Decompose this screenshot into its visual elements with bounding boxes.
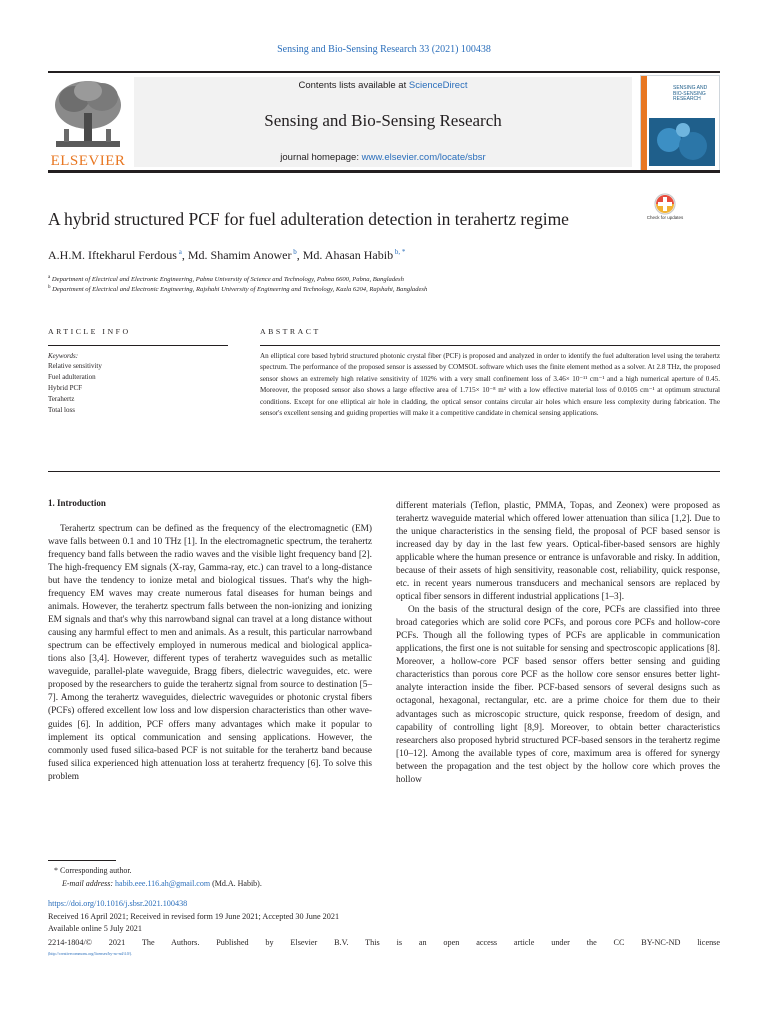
license-link[interactable]: (http://creativecommons.org/licenses/by-nc-nd/4.0/). [48,951,133,956]
license-text: 2214-1804/© 2021 The Authors. Published by Elsevier B.V. This is an open access article under the CC BY-NC-ND license [48,938,720,947]
body-paragraph: On the basis of the structural design of the core, PCFs are classified into three broad categories which are solid core PCFs, and porous core PCFs and hollow-core PCFs. Though all the following types of PCFs are applicable in communication applications, the first one is not suitable for sensing and spectroscopic applications [8]. Moreover, a hollow-core PCF based sensor offers better sensing and guiding characteristics than porous core PCF as the hollow core sensor ensures better light-analyte interaction inside the fiber. PCF-based sensors of several designs such as octagonal, hexagonal, rectangular, etc. are a prime choice for them due to their advantages such as microscopic structure, quick response, freedom of design, and capability of controlling light [8,9]. Moreover, to obtain better characteristics researchers also proposed hybrid structured PCF-based sensors in the terahertz regime [10–12]. Among the available types of core, maximum area is offered for synergy between the propagation and the test object by the hollow core which proves the hollow [396,605,720,785]
homepage-line [134,152,632,163]
cover-stripe [641,76,647,170]
cover-art-icon [649,118,715,166]
affiliation [48,285,427,293]
affiliation [48,275,404,283]
email-label: E-mail address: [62,879,116,888]
affiliation-text: Department of Electrical and Electronic Engineering, Rajshahi University of Engineering and Technology, Kazla 6204, Rajshahi, Bangladesh [52,286,428,294]
keyword: Relative sensitivity [48,362,102,370]
running-head[interactable]: Sensing and Bio-Sensing Research 33 (2021) 100438 [277,44,491,55]
abstract-text: An elliptical core based hybrid structured photonic crystal fiber (PCF) is proposed and analyzed in order to identify the fuel adulteration level using the terahertz spectrum. The performance of the proposed sensor is assessed by COMSOL software which uses the finite element method as a solver. At 2.8 THz, the proposed sensor shows an extremely high relative sensitivity of 102% with a very small confinement loss of 3.46× 10⁻¹¹ cm⁻¹ and a high numerical aperture of 0.45. Moreover, the proposed sensor also shows a large effective area of 1.715× 10⁻⁸ m² with a low effective material loss of 0.0105 cm⁻¹ at optimum structural conditions. Except for one elliptical air hole in cladding, the optical sensor contains circular air holes which ensure less complexity during fabrication. The sensor's excellent sensing and guiding properties will make it a competitive candidate in chemical sensing applications. [260,352,720,418]
author-affiliation-link[interactable]: b, * [394,248,406,256]
email-note [62,879,262,888]
author-name: Md. Ahasan Habib [302,248,394,262]
article-info-heading: ARTICLE INFO [48,327,131,336]
section-heading: 1. Introduction [48,498,106,508]
footnote-rule [48,860,116,861]
contents-line [134,80,632,91]
abstract-bottom-rule [48,471,720,472]
publisher-logo [48,77,128,169]
doi-link[interactable]: https://doi.org/10.1016/j.sbsr.2021.100438 [48,899,188,908]
crossmark-icon [646,193,684,215]
abstract-heading: ABSTRACT [260,327,321,336]
journal-banner [48,71,720,173]
masthead-box [134,77,632,167]
keyword: Fuel adulteration [48,373,96,381]
corresponding-author-note: * Corresponding author. [54,866,132,875]
homepage-link[interactable]: www.elsevier.com/locate/sbsr [361,152,486,163]
author-name: Md. Shamim Anower [187,248,292,262]
cover-title: SENSING AND BIO-SENSING RESEARCH [673,85,708,102]
author-line: A.H.M. Iftekharul Ferdous $^a$, Md. Shamim Anower $^b$, Md. Ahasan Habib $^{b, *}$ [48,248,406,262]
publisher-name: ELSEVIER [50,153,126,169]
keyword: Total loss [48,406,75,414]
banner-bottom-rule [48,170,720,173]
banner-top-rule [48,71,720,73]
sciencedirect-link[interactable]: ScienceDirect [408,80,468,91]
email-link[interactable]: habib.eee.116.ah@gmail.com [115,879,211,888]
journal-title: Sensing and Bio-Sensing Research [264,111,502,130]
crossmark-label: Check for updates [646,215,684,220]
affiliation-marker: a [48,275,51,280]
keywords-label: Keywords: [48,352,79,360]
received-dates: Received 16 April 2021; Received in revised form 19 June 2021; Accepted 30 June 2021 [48,912,340,921]
email-suffix: (Md.A. Habib). [210,879,262,888]
affiliation-marker: b [48,285,51,290]
body-left-column [48,497,372,784]
check-for-updates-badge[interactable] [646,193,684,231]
body-right-column [396,500,720,787]
tree-logo-icon [50,77,126,151]
article-info-rule [48,345,228,346]
abstract-rule [260,345,720,346]
body-paragraph: Terahertz spectrum can be defined as the frequency of the electromagnetic (EM) wave falls between 0.1 and 10 THz [1]. In the electromagnetic spectrum, the terahertz frequency band falls between the radio waves and the visible light frequency band [2]. The high-frequency EM signals (X-ray, Gamma-ray, etc.) can travel to a long-distance but have the tendency to ionize metal and biological tissues. That's why the high-frequency EM waves may create numerous fatal diseases for human beings and animals. However, the terahertz spectrum falls between the non-ionizing and ionizing EM signals and that's why this narrowband signal can travel at a long distance without causing any harmful effect to men and animals. As a result, this particular narrowband spectrum can be effectively employed in numerous medical and biological applications also [3,4]. However, different types of terahertz waveguides such as metallic waveguide, parallel-plate waveguide, Bragg fibers, dielectric waveguides, etc. were proposed by the researchers to guide the terahertz signal from source to destination [5–7]. Among the terahertz waveguides, dielectric waveguides or photonic crystal fibers (PCFs) offered excellent low loss and low dispersion characteristics than other waveguides [6]. In addition, PCF offers many advantages which make it popular to implement its optical communication and sensing applications. However, the commonly used fused silica-based PCF is not suitable for the terahertz band because fused silica experienced high attenuation loss at terahertz frequency [6]. To solve this problem [48,524,372,782]
journal-cover [640,75,720,171]
author-affiliation-link[interactable]: b [293,248,297,256]
keyword: Terahertz [48,395,75,403]
keyword: Hybrid PCF [48,384,83,392]
article-title: A hybrid structured PCF for fuel adulteration detection in terahertz regime [48,209,569,229]
available-online: Available online 5 July 2021 [48,924,142,933]
affiliation-text: Department of Electrical and Electronic Engineering, Pabna University of Science and Technology, Pabna 6600, Pabna, Bangladesh [51,276,404,284]
contents-prefix: Contents lists available at [298,80,409,91]
author-affiliation-link[interactable]: a [178,248,182,256]
body-paragraph: different materials (Teflon, plastic, PMMA, Topas, and Zeonex) were proposed as terahertz waveguide material which offered lower attenuation than silica [1,2]. Due to the unique characteristics in the sensing field, the proposal of PCF based sensor is increased day by day in the last few years. Optical-fiber-based sensors are highly applicable where the human presence or entrance is unfavorable and risky. In addition, because of their assets of high sensitivity, reasonable cost, reliability, quick response, etc. in recent years numerous transducers and mechanical sensors are replaced by optical fiber sensors in different industrial applications [1–3]. [396,501,720,603]
author-name: A.H.M. Iftekharul Ferdous [48,248,177,262]
homepage-prefix: journal homepage: [280,152,362,163]
